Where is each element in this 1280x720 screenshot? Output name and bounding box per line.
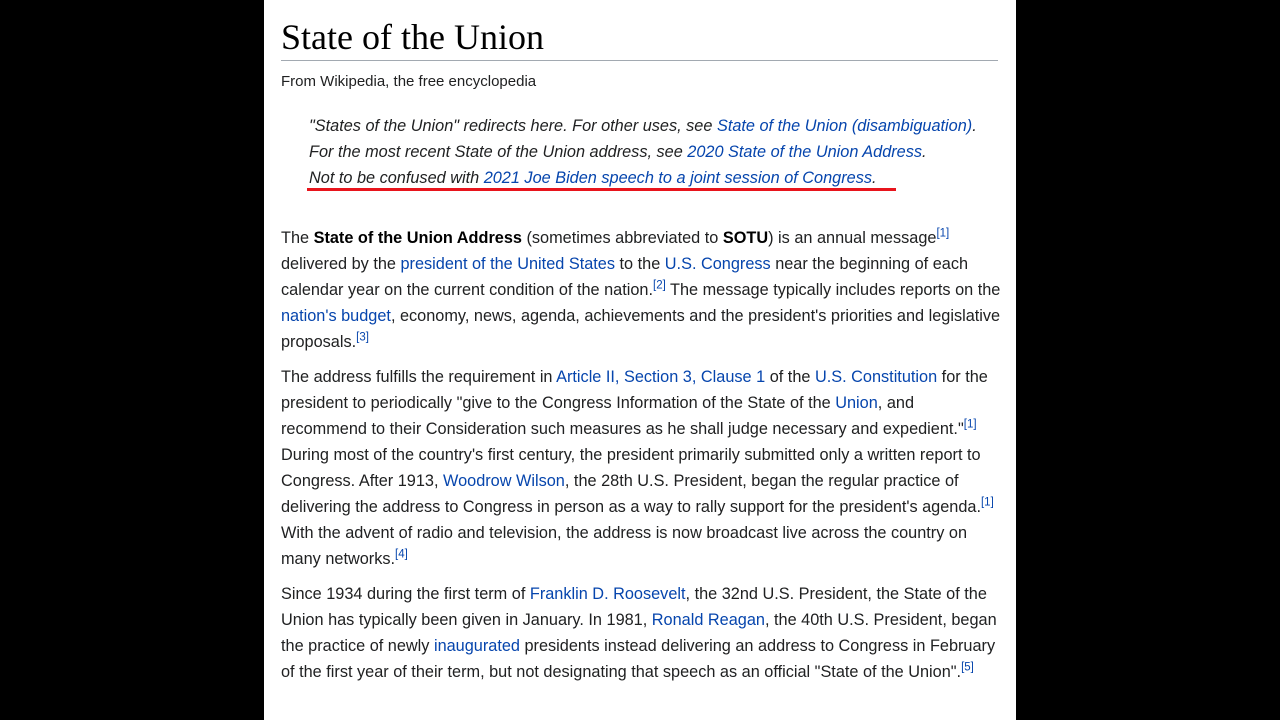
text: The message typically includes reports on the [665, 281, 1001, 299]
text: , the 32nd U.S. President, the State of the Union has typically been given in January. In 1981, [281, 585, 987, 629]
ronald-reagan-link[interactable]: Ronald Reagan [651, 611, 765, 629]
biden-speech-link[interactable]: 2021 Joe Biden speech to a joint session of Congress [483, 169, 872, 187]
budget-link[interactable]: nation's budget [281, 307, 391, 325]
text: for the president to periodically "give to the Congress Information of the State of the [281, 368, 988, 412]
text: The address fulfills the requirement in [281, 368, 557, 386]
president-link[interactable]: president of the United States [400, 255, 615, 273]
citation-ref[interactable]: [5] [961, 661, 974, 674]
bold-term: SOTU [722, 229, 769, 247]
constitution-link[interactable]: U.S. Constitution [814, 368, 938, 386]
paragraph-3 [281, 581, 1003, 685]
text: delivered by the [281, 255, 401, 273]
citation-ref[interactable]: [2] [653, 279, 666, 292]
text: near the beginning of each calendar year on the current condition of the nation. [281, 255, 969, 299]
text: , the 28th U.S. President, began the regular practice of delivering the address to Congress in person as a way to rally support for the president's agenda. [281, 472, 981, 516]
citation-ref[interactable]: [1] [980, 496, 994, 509]
text: , and recommend to their Consideration such measures as he shall judge necessary and expedient." [281, 394, 964, 438]
hatnote-text: . [972, 117, 977, 135]
red-underline-annotation [307, 188, 896, 191]
site-tagline: From Wikipedia, the free encyclopedia [281, 73, 537, 90]
hatnote-text: . [922, 143, 927, 161]
disambiguation-link[interactable]: State of the Union (disambiguation) [716, 117, 973, 135]
recent-address-link[interactable]: 2020 State of the Union Address [687, 143, 923, 161]
woodrow-wilson-link[interactable]: Woodrow Wilson [443, 472, 565, 490]
congress-link[interactable]: U.S. Congress [664, 255, 771, 273]
title-divider [281, 60, 998, 61]
citation-ref[interactable]: [4] [395, 548, 408, 561]
text: (sometimes abbreviated to [521, 229, 723, 247]
hatnote-block [309, 113, 1014, 191]
article-ii-link[interactable]: Article II, Section 3, Clause 1 [556, 368, 766, 386]
bold-term: State of the Union Address [313, 229, 522, 247]
article-page [264, 0, 1016, 720]
citation-ref[interactable]: [1] [936, 227, 950, 240]
page-title: State of the Union [281, 17, 544, 57]
hatnote-text: . [871, 169, 877, 187]
paragraph-2 [281, 364, 1003, 572]
fdr-link[interactable]: Franklin D. Roosevelt [529, 585, 686, 603]
paragraph-1 [281, 225, 1003, 355]
inaugurated-link[interactable]: inaugurated [433, 637, 520, 655]
hatnote-redirect [309, 113, 1014, 139]
text: Since 1934 during the first term of [281, 585, 530, 603]
article-body [281, 225, 1003, 694]
hatnote-text: For the most recent State of the Union address, see [309, 143, 688, 161]
citation-ref[interactable]: [3] [356, 331, 369, 344]
text: of the [765, 368, 815, 386]
hatnote-text: Not to be confused with [309, 169, 484, 187]
text: ) is an annual message [768, 229, 937, 247]
text: With the advent of radio and television, the address is now broadcast live across the country on many networks. [281, 524, 967, 568]
text: , economy, news, agenda, achievements and the president's priorities and legislative proposals. [281, 307, 1001, 351]
hatnote-text: "States of the Union" redirects here. For other uses, see [309, 117, 717, 135]
text: presidents instead delivering an address to Congress in February of the first year of their term, but not designating that speech as an official "State of the Union". [281, 637, 996, 681]
text: During most of the country's first century, the president primarily submitted only a written report to Congress. After 1913, [281, 446, 981, 490]
citation-ref[interactable]: [1] [963, 418, 977, 431]
union-link[interactable]: Union [835, 394, 878, 412]
hatnote-recent-address [309, 139, 1014, 165]
text: The [281, 229, 314, 247]
text: to the [615, 255, 665, 273]
text: , the 40th U.S. President, began the practice of newly [281, 611, 997, 655]
